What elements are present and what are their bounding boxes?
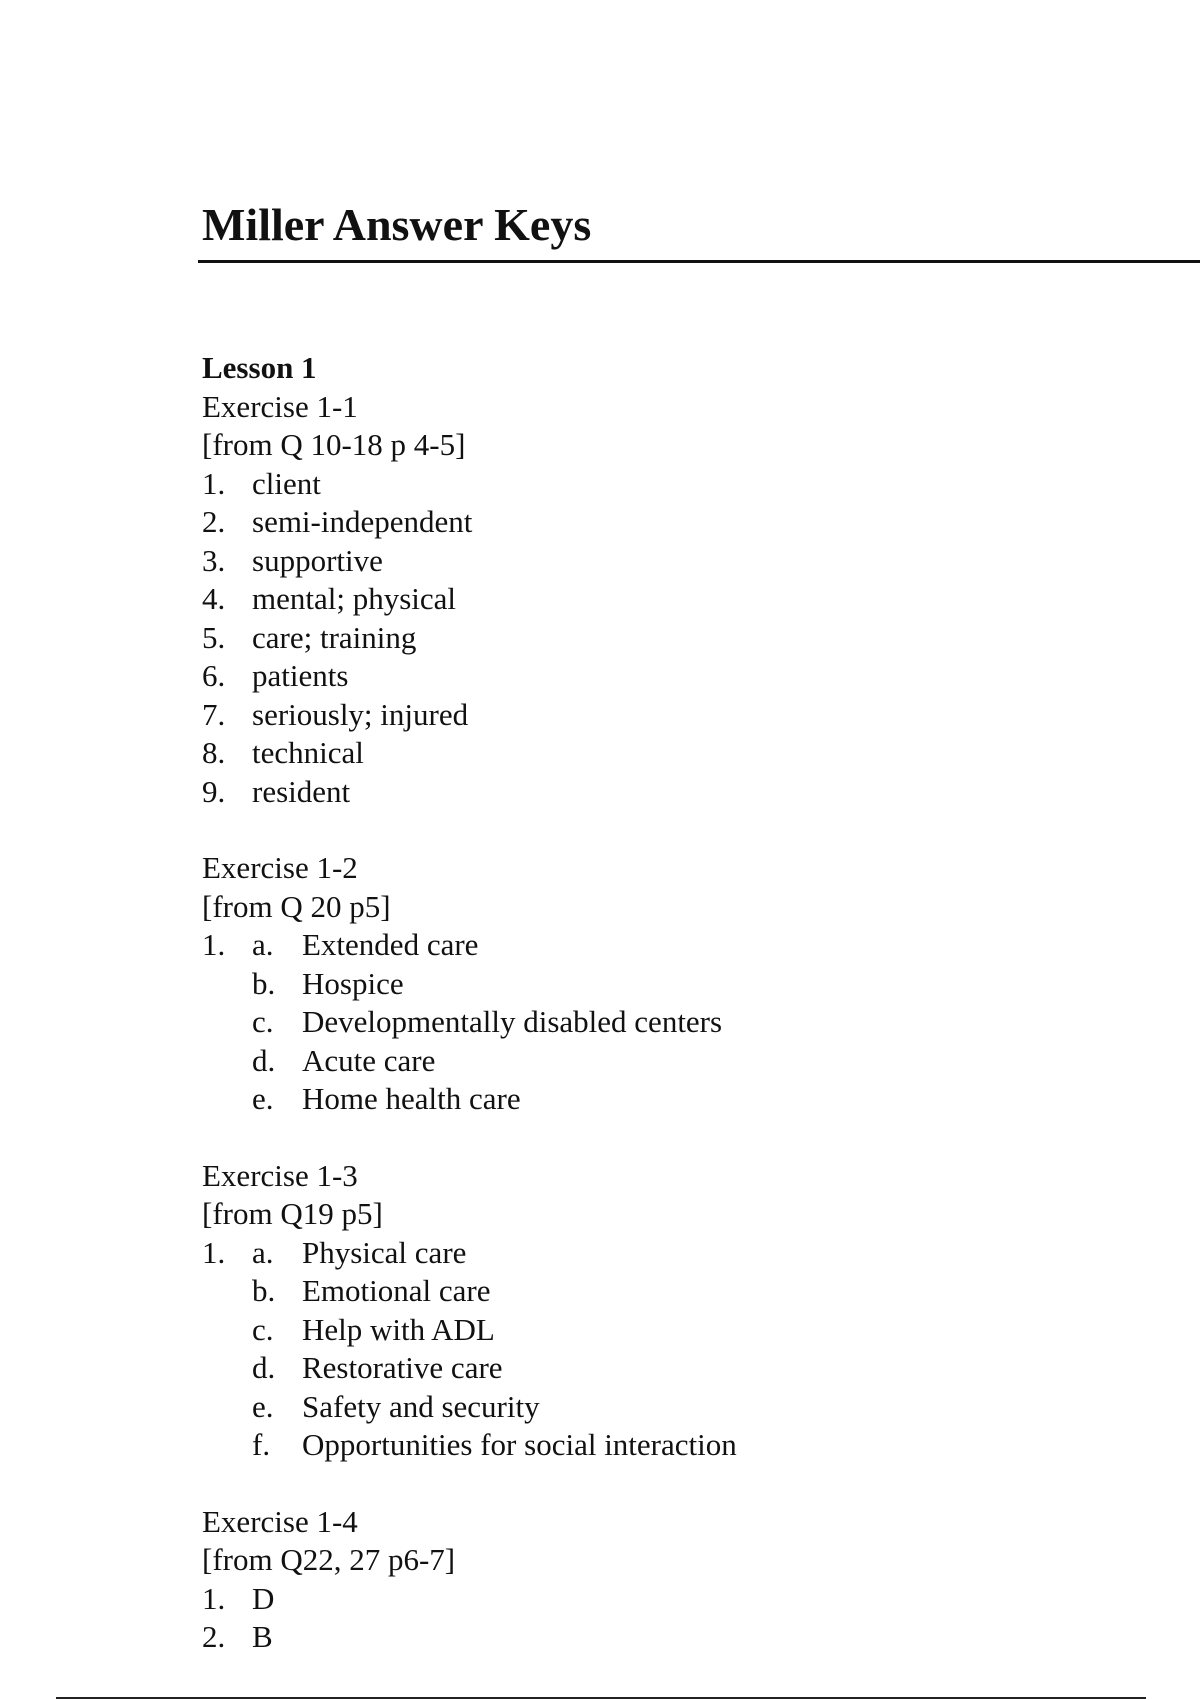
answer-item <box>202 773 1102 812</box>
answer-number: 9. <box>202 773 226 809</box>
answer-text: technical <box>252 735 364 770</box>
answer-number: 2. <box>202 504 226 539</box>
answer-item <box>202 1080 1102 1119</box>
answer-item <box>202 657 1102 696</box>
answer-letter: b. <box>252 965 276 1001</box>
answer-text: Home health care <box>302 1081 521 1116</box>
answer-letter: c. <box>252 1311 274 1347</box>
exercise-source: [from Q19 p5] <box>202 1196 383 1231</box>
exercise-1-1 <box>202 388 1102 812</box>
answer-item <box>202 1042 1102 1081</box>
answer-text: Extended care <box>302 927 479 962</box>
answer-text: B <box>252 1619 273 1654</box>
question-number: 1. <box>202 1234 226 1270</box>
answer-item <box>202 965 1102 1004</box>
answer-number: 4. <box>202 581 226 616</box>
answer-text: Emotional care <box>302 1273 491 1308</box>
answer-item <box>202 1234 1102 1273</box>
answer-letter: d. <box>252 1350 276 1385</box>
exercise-title: Exercise 1-4 <box>202 1503 358 1539</box>
answer-item <box>202 1349 1102 1388</box>
answer-letter: c. <box>252 1004 274 1039</box>
answer-number: 8. <box>202 735 226 770</box>
answer-text: patients <box>252 658 349 693</box>
answer-text: Opportunities for social interaction <box>302 1427 737 1462</box>
answer-text: Hospice <box>302 965 404 1001</box>
footer-divider <box>56 1697 1146 1699</box>
answer-letter: e. <box>252 1081 274 1116</box>
answer-item <box>202 1388 1102 1427</box>
section-gap <box>202 1465 1102 1503</box>
exercise-1-3 <box>202 1157 1102 1465</box>
exercise-title: Exercise 1-1 <box>202 388 358 424</box>
answer-number: 1. <box>202 1580 226 1616</box>
answer-text: Physical care <box>302 1234 467 1270</box>
answer-key-content <box>202 349 1102 1657</box>
answer-text: Help with ADL <box>302 1311 495 1347</box>
exercise-title: Exercise 1-3 <box>202 1157 358 1193</box>
answer-number: 6. <box>202 658 226 693</box>
answer-number: 5. <box>202 619 226 655</box>
answer-letter: a. <box>252 1234 274 1270</box>
answer-text: D <box>252 1580 275 1616</box>
answer-text: semi-independent <box>252 504 473 539</box>
answer-item <box>202 1311 1102 1350</box>
answer-item <box>202 580 1102 619</box>
answer-item <box>202 619 1102 658</box>
answer-item <box>202 734 1102 773</box>
answer-letter: a. <box>252 927 274 962</box>
answer-letter: b. <box>252 1273 276 1308</box>
answer-number: 7. <box>202 696 226 732</box>
document-title: Miller Answer Keys <box>202 199 592 250</box>
answer-text: supportive <box>252 542 383 578</box>
answer-item <box>202 1272 1102 1311</box>
answer-text: care; training <box>252 619 417 655</box>
exercise-1-2 <box>202 849 1102 1119</box>
answer-text: Acute care <box>302 1042 436 1078</box>
answer-text: Safety and security <box>302 1388 540 1424</box>
answer-item <box>202 503 1102 542</box>
lesson-heading: Lesson 1 <box>202 350 317 385</box>
answer-letter: d. <box>252 1042 276 1078</box>
exercise-source: [from Q22, 27 p6-7] <box>202 1542 456 1577</box>
answer-letter: f. <box>252 1427 271 1462</box>
answer-text: mental; physical <box>252 581 457 616</box>
question-number: 1. <box>202 927 226 962</box>
answer-number: 3. <box>202 542 226 578</box>
answer-item <box>202 1618 1102 1657</box>
answer-number: 1. <box>202 465 226 501</box>
answer-item <box>202 1580 1102 1619</box>
exercise-source: [from Q 10-18 p 4-5] <box>202 427 466 462</box>
answer-text: Developmentally disabled centers <box>302 1004 723 1039</box>
answer-number: 2. <box>202 1619 226 1654</box>
exercise-source: [from Q 20 p5] <box>202 888 391 924</box>
answer-item <box>202 696 1102 735</box>
section-gap <box>202 811 1102 849</box>
answer-item <box>202 926 1102 965</box>
answer-item <box>202 1003 1102 1042</box>
answer-item <box>202 1426 1102 1465</box>
title-divider <box>198 260 1200 263</box>
answer-text: seriously; injured <box>252 696 469 732</box>
answer-text: resident <box>252 773 351 809</box>
exercise-title: Exercise 1-2 <box>202 850 358 885</box>
answer-text: Restorative care <box>302 1350 503 1385</box>
answer-letter: e. <box>252 1388 274 1424</box>
section-gap <box>202 1119 1102 1157</box>
answer-item <box>202 542 1102 581</box>
answer-item <box>202 465 1102 504</box>
exercise-1-4 <box>202 1503 1102 1657</box>
answer-text: client <box>252 465 321 501</box>
